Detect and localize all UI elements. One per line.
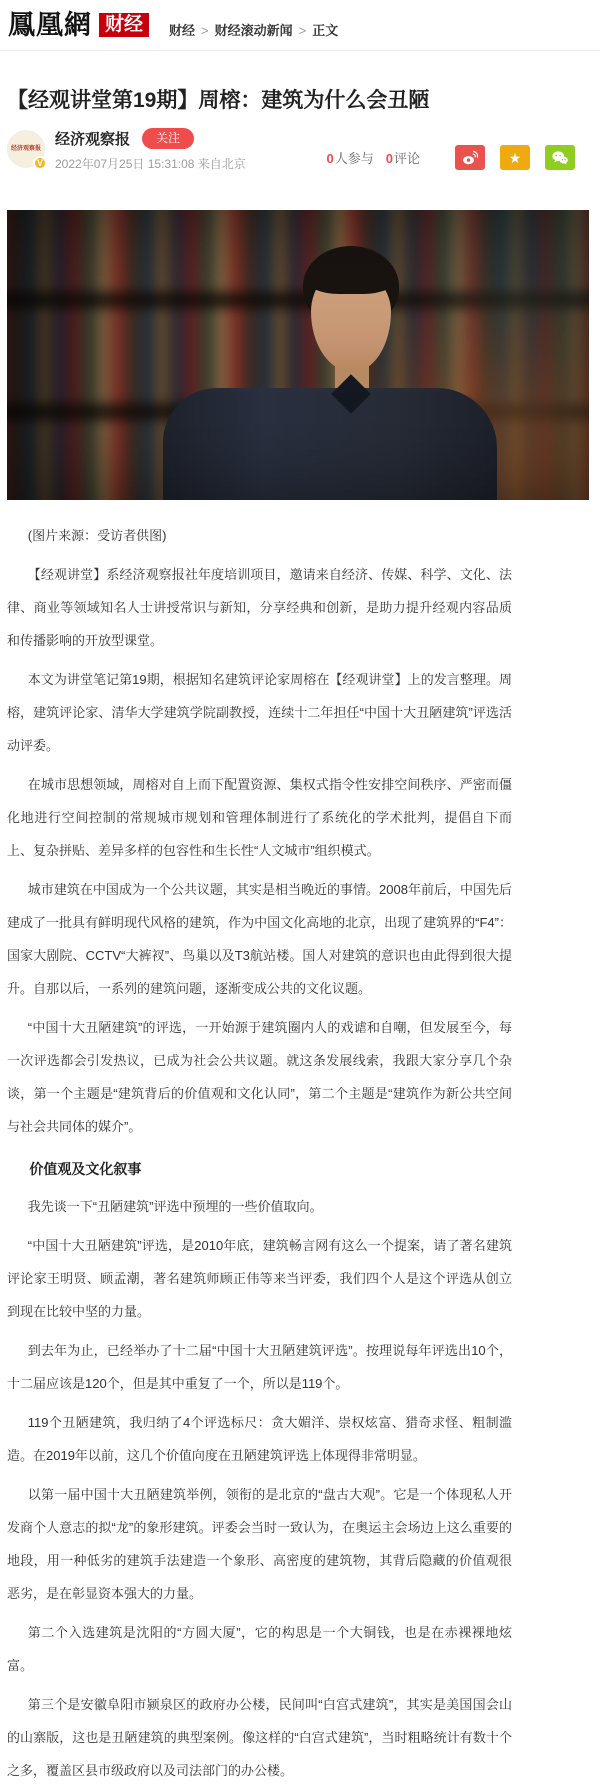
paragraph: 在城市思想领域，周榕对自上而下配置资源、集权式指令性安排空间秩序、严密而僵化地进行空间控制的常规城市规划和管理体制进行了系统化的学术批判，提倡自下而上、复杂拼贴、差异多样的包容性和生长性“人文城市”组织模式。 [7,777,512,858]
paragraph: 本文为讲堂笔记第19期，根据知名建筑评论家周榕在【经观讲堂】上的发言整理。周榕，建筑评论家、清华大学建筑学院副教授，连续十二年担任“中国十大丑陋建筑”评选活动评委。 [7,672,512,753]
article-page [0,86,600,1787]
weibo-icon [462,150,479,165]
star-icon: ★ [508,149,522,166]
breadcrumb-link-rolling-news[interactable]: 财经滚动新闻 [214,22,293,38]
paragraph: “中国十大丑陋建筑”评选，是2010年底，建筑畅言网有这么一个提案，请了著名建筑评论家王明贤、顾孟潮，著名建筑师顾正伟等来当评委，我们四个人是这个评选从创立到现在比较中坚的力量。 [7,1238,512,1319]
article-body [7,558,593,1787]
article-title: 【经观讲堂第19期】周榕：建筑为什么会丑陋 [7,89,430,112]
wechat-share-button[interactable] [545,145,575,170]
phoenix-logo-text: 鳳凰網 [8,9,92,41]
share-bar [440,145,575,170]
source-name[interactable]: 经济观察报 [55,131,131,148]
article-meta-row [7,128,593,170]
wechat-icon [551,150,569,165]
paragraph: 城市建筑在中国成为一个公共议题，其实是相当晚近的事情。2008年前后，中国先后建成了一批具有鲜明现代风格的建筑，作为中国文化高地的北京，出现了建筑界的“F4”：国家大剧院、CCTV“大裤衩”、鸟巢以及T3航站楼。国人对建筑的意识也由此得到很大提升。自那以后，一系列的建筑问题，逐渐变成公共的文化议题。 [7,882,512,996]
breadcrumb-current-page: 正文 [312,22,339,38]
photo-vignette [7,210,589,500]
breadcrumb-separator: > [298,22,307,38]
participants-stat[interactable] [327,148,374,167]
photo-caption: (图片来源：受访者供图) [27,528,167,543]
favorite-share-button[interactable] [500,145,530,170]
comments-label: 评论 [393,151,420,166]
verified-badge-icon: V [33,156,47,170]
article-photo [7,210,589,500]
paragraph: 到去年为止，已经举办了十二届“中国十大丑陋建筑评选”。按理说每年评选出10个，十二届应该是120个，但是其中重复了一个，所以是119个。 [7,1343,512,1391]
publish-datetime: 2022年07月25日 15:31:08 来自北京 [55,157,246,171]
paragraph: 第二个入选建筑是沈阳的“方圆大厦”，它的构思是一个大铜钱，也是在赤裸裸地炫富。 [7,1625,512,1673]
breadcrumb-link-finance[interactable]: 财经 [169,22,196,38]
paragraph: 以第一届中国十大丑陋建筑举例，领衔的是北京的“盘古大观”。它是一个体现私人开发商个人意志的拟“龙”的象形建筑。评委会当时一致认为，在奥运主会场边上这么重要的地段，用一种低劣的建筑手法建造一个象形、高密度的建筑物，其背后隐藏的价值观很恶劣，是在彰显资本强大的力量。 [7,1487,512,1601]
weibo-share-button[interactable] [455,145,485,170]
source-avatar-label: 经济观察报 [10,145,41,152]
paragraph: 第三个是安徽阜阳市颍泉区的政府办公楼，民间叫“白宫式建筑”，其实是美国国会山的山寨版，这也是丑陋建筑的典型案例。像这样的“白宫式建筑”，当时粗略统计有数十个之多，覆盖区县市级政府以及司法部门的办公楼。 [7,1697,512,1778]
article-stats [327,148,433,167]
participants-label: 人参与 [334,151,374,166]
paragraph: 【经观讲堂】系经济观察报社年度培训项目，邀请来自经济、传媒、科学、文化、法律、商业等领域知名人士讲授常识与新知，分享经典和创新，是助力提升经观内容品质和传播影响的开放型课堂。 [7,567,512,648]
breadcrumb-separator: > [201,22,209,38]
site-header [0,0,600,51]
comments-count: 0 [385,151,393,166]
phoenix-logo[interactable] [8,9,149,41]
meta-right [327,145,576,170]
follow-button[interactable]: 关注 [142,128,194,149]
paragraph: “中国十大丑陋建筑”的评选，一开始源于建筑圈内人的戏谑和自嘲，但发展至今，每一次评选都会引发热议，已成为社会公共议题。就这条发展线索，我跟大家分享几个杂谈，第一个主题是“建筑背后的价值观和文化认同”，第二个主题是“建筑作为新公共空间与社会共同体的媒介”。 [7,1020,512,1134]
participants-count: 0 [326,151,334,166]
source-avatar[interactable] [7,130,45,168]
comments-stat[interactable] [386,148,420,167]
section-heading: 价值观及文化叙事 [29,1161,142,1177]
paragraph: 我先谈一下“丑陋建筑”评选中预埋的一些价值取向。 [27,1199,323,1214]
breadcrumb [169,20,338,39]
paragraph: 119个丑陋建筑，我归纳了4个评选标尺：贪大媚洋、崇权炫富、猎奇求怪、粗制滥造。在2019年以前，这几个价值向度在丑陋建筑评选上体现得非常明显。 [7,1415,512,1463]
finance-badge: 财经 [99,13,149,37]
